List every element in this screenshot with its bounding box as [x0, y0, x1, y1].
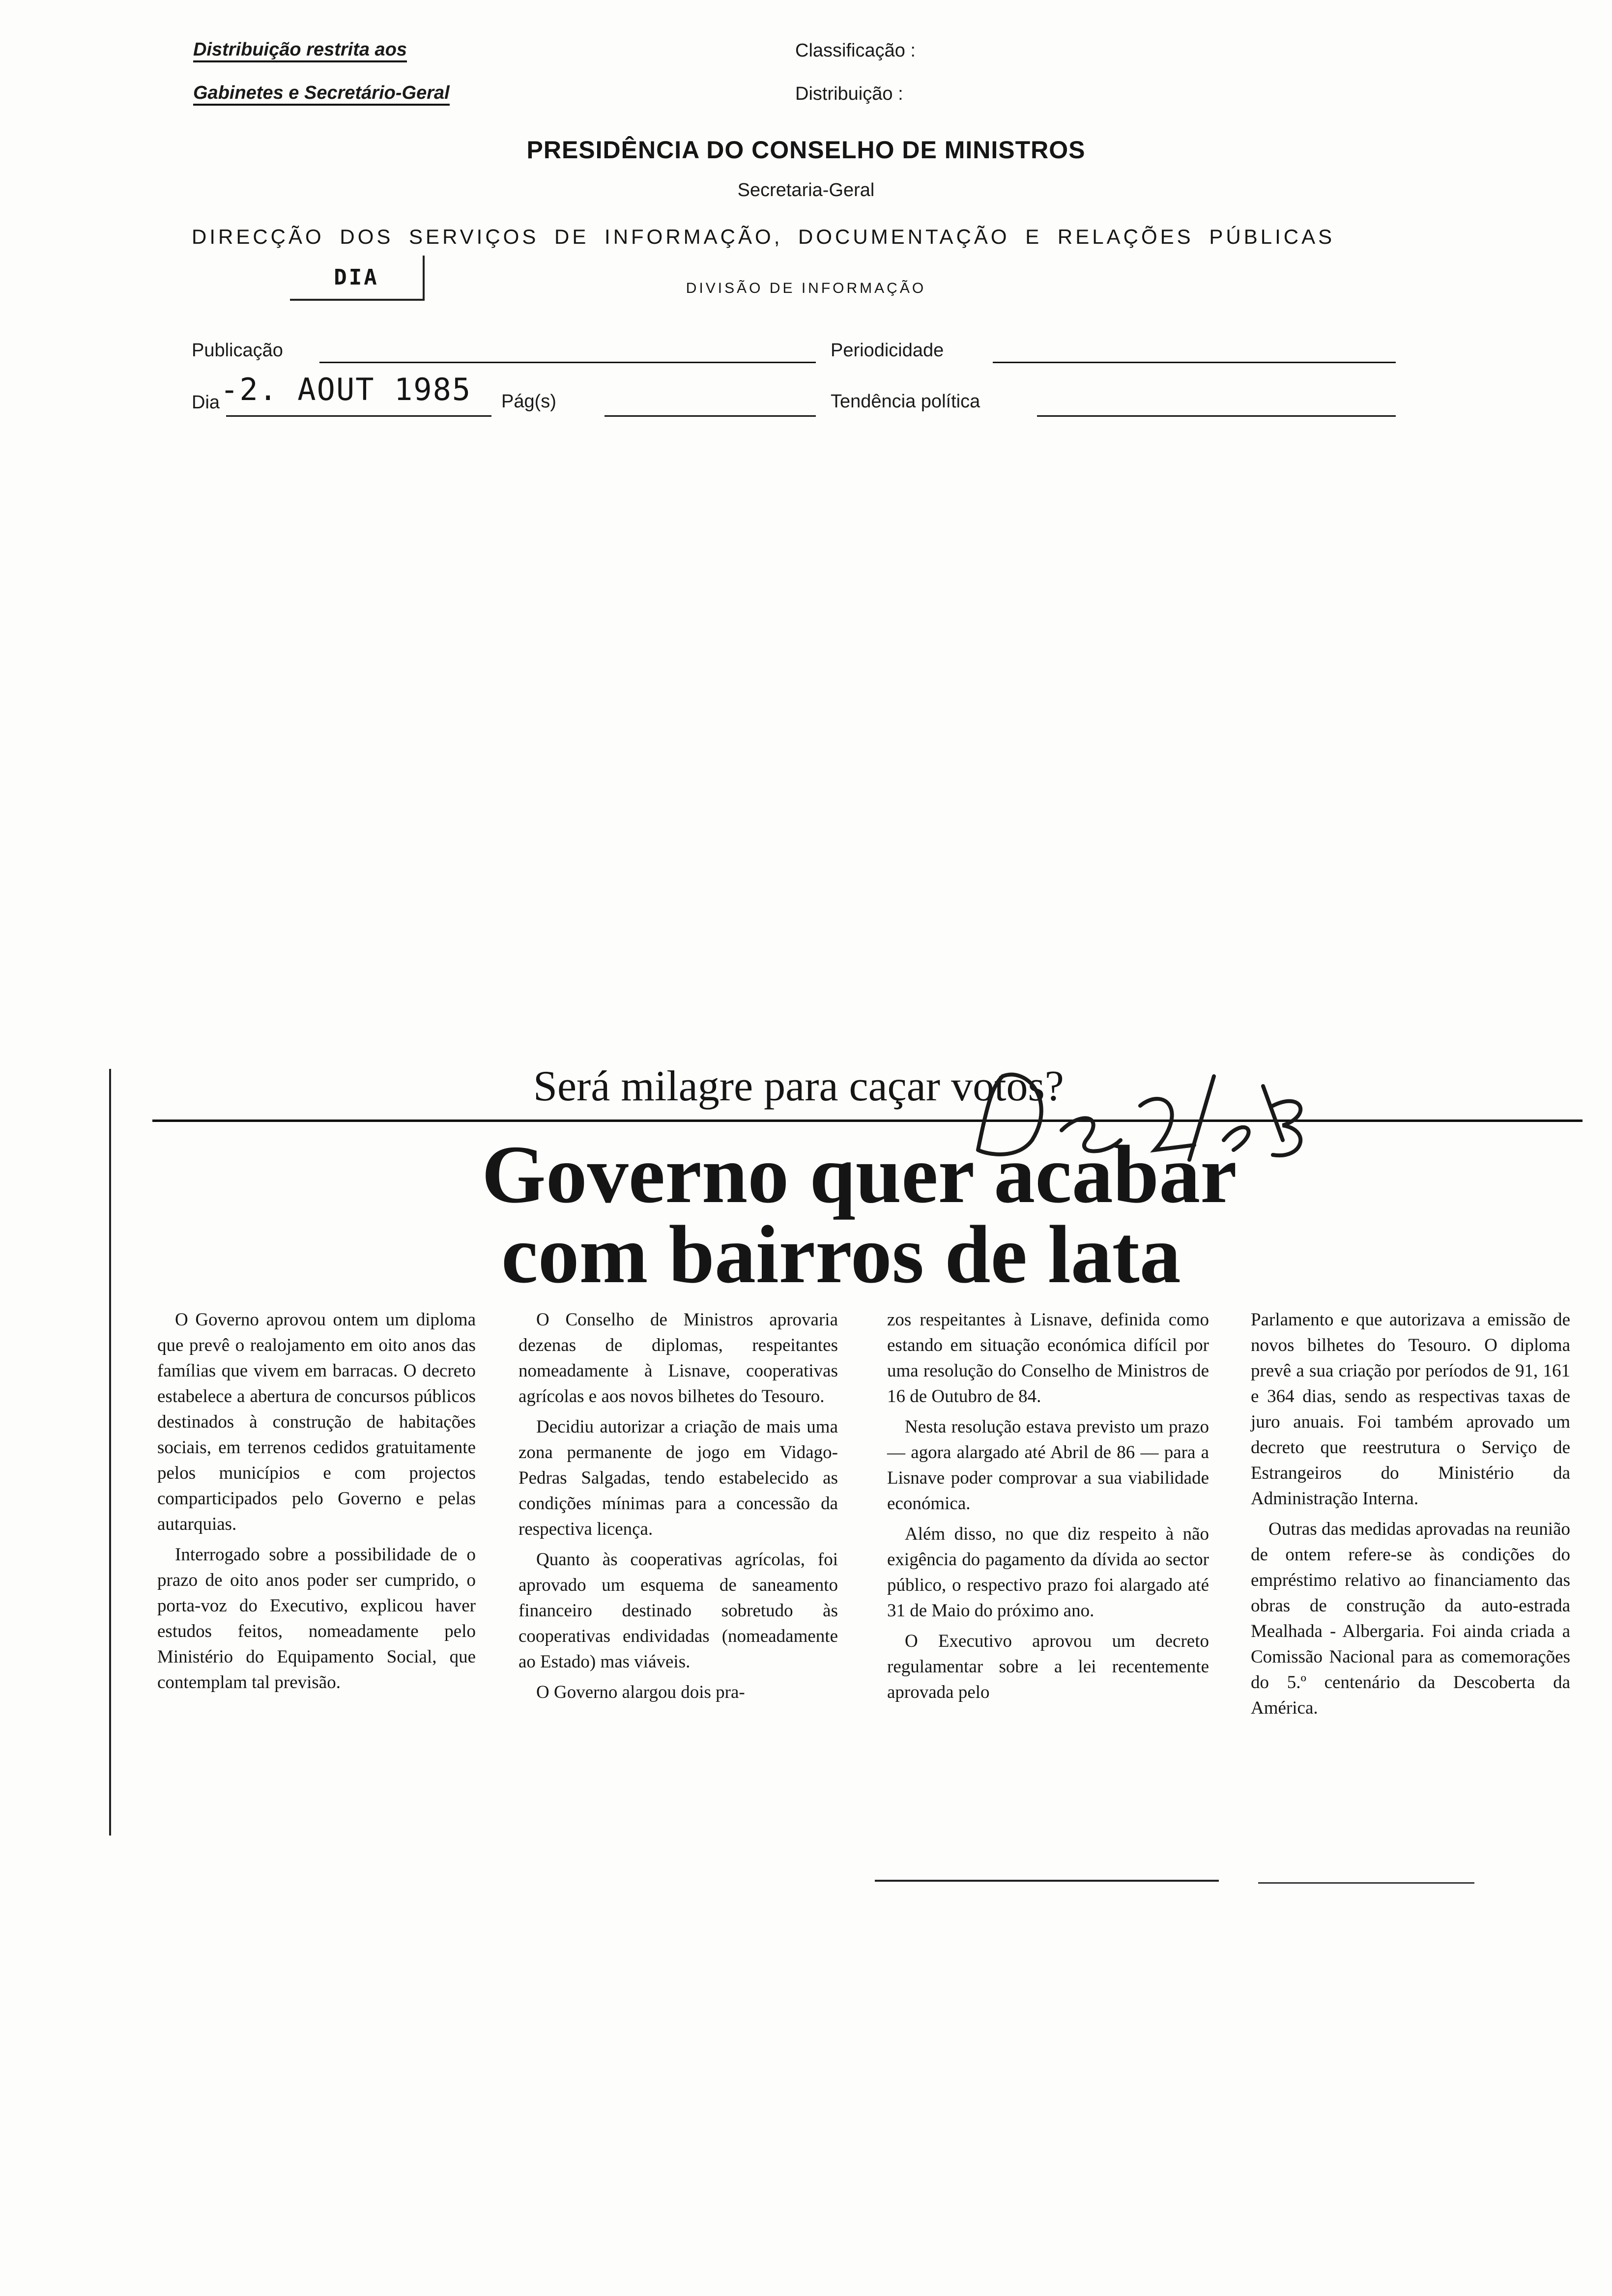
classificacao-label: Classificação : — [795, 40, 916, 61]
organization-subtitle: Secretaria-Geral — [737, 180, 875, 201]
dia-blank — [226, 415, 491, 417]
left-margin-line — [109, 1069, 111, 1836]
restricted-distribution-line2: Gabinetes e Secretário-Geral — [193, 83, 450, 106]
handwritten-note — [958, 1057, 1312, 1170]
restricted-distribution-line1: Distribuição restrita aos — [193, 39, 407, 62]
article-paragraph: O Conselho de Ministros aprovaria dezenas de diplomas, respeitantes nomeadamente à Lisnave, cooperativas agrícolas e aos novos bilhetes do Tesouro. — [518, 1310, 838, 1406]
article-paragraph: Parlamento e que autorizava a emissão de novos bilhetes do Tesouro. O diploma prevê a sua criação por períodos de 91, 161 e 364 dias, sendo as respectivas taxas de juro anuais. Foi também aprovado um decreto que reestrutura o Serviço de Estrangeiros do Ministério da Administração Interna. — [1251, 1310, 1570, 1509]
article-paragraph: Interrogado sobre a possibilidade de o prazo de oito anos poder ser cumprido, o porta-voz do Executivo, explicou haver estudos feitos, nomeadamente pelo Ministério do Equipamento Social, que contemplam tal previsão. — [157, 1545, 476, 1693]
article-column-3 — [887, 1307, 1209, 1710]
bottom-rule-center — [875, 1880, 1219, 1882]
periodicidade-blank — [993, 362, 1396, 363]
article-paragraph: Quanto às cooperativas agrícolas, foi aprovado um esquema de saneamento financeiro destinado sobretudo às cooperativas endividadas (nomeadamente ao Estado) mas viáveis. — [518, 1550, 838, 1672]
article-paragraph: O Executivo aprovou um decreto regulamentar sobre a lei recentemente aprovada pelo — [887, 1631, 1209, 1702]
article-paragraph: O Governo aprovou ontem um diploma que prevê o realojamento em oito anos das famílias que vivem em barracas. O decreto estabelece a abertura de concursos públicos destinados à construção de habitações sociais, em terrenos cedidos gratuitamente pelos municípios e com projectos comparticipados pelo Governo e pelas autarquias. — [157, 1310, 476, 1534]
publicacao-label: Publicação — [192, 340, 283, 361]
bottom-rule-right — [1258, 1882, 1474, 1884]
tendencia-label: Tendência política — [831, 391, 980, 412]
publicacao-blank — [319, 362, 816, 363]
article-column-4 — [1251, 1307, 1570, 1726]
date-stamp: -2. AOUT 1985 — [220, 372, 472, 407]
article-paragraph: Nesta resolução estava previsto um prazo — agora alargado até Abril de 86 — para a Lisnave poder comprovar a sua viabilidade económica. — [887, 1417, 1209, 1514]
division-title: DIVISÃO DE INFORMAÇÃO — [686, 280, 926, 296]
article-paragraph: O Governo alargou dois pra- — [536, 1682, 745, 1702]
article-kicker: Será milagre para caçar votos? — [533, 1062, 1064, 1110]
article-paragraph: Além disso, no que diz respeito à não exigência do pagamento da dívida ao sector público, o respectivo prazo foi alargado até 31 de Maio do próximo ano. — [887, 1524, 1209, 1621]
dia-stamp: DIA — [290, 256, 425, 301]
article-column-2 — [518, 1307, 838, 1710]
pags-label: Pág(s) — [501, 391, 556, 412]
kicker-rule — [152, 1119, 1583, 1122]
periodicidade-label: Periodicidade — [831, 340, 944, 361]
distribuicao-label: Distribuição : — [795, 84, 903, 104]
article-paragraph: zos respeitantes à Lisnave, definida como estando em situação económica difícil por uma resolução do Conselho de Ministros de 16 de Outubro de 84. — [887, 1310, 1209, 1406]
article-paragraph: Outras das medidas aprovadas na reunião de ontem refere-se às condições do empréstimo relativo ao financiamento das obras de construção da auto-estrada Mealhada - Albergaria. Foi ainda criada a Comissão Nacional para as comemorações do 5.º centenário da Descoberta da América. — [1251, 1519, 1570, 1718]
direction-title: DIRECÇÃO DOS SERVIÇOS DE INFORMAÇÃO, DOCUMENTAÇÃO E RELAÇÕES PÚBLICAS — [192, 225, 1335, 248]
tendencia-blank — [1037, 415, 1396, 417]
dia-label: Dia — [192, 392, 220, 413]
article-column-1 — [157, 1307, 476, 1700]
article-paragraph: Decidiu autorizar a criação de mais uma zona permanente de jogo em Vidago-Pedras Salgadas, tendo estabelecido as condições mínimas para a concessão da respectiva licença. — [518, 1417, 838, 1539]
headline-line1: Governo quer acabar — [482, 1129, 1237, 1220]
organization-title: PRESIDÊNCIA DO CONSELHO DE MINISTROS — [526, 136, 1086, 164]
pags-blank — [604, 415, 816, 417]
headline-line2: com bairros de lata — [501, 1209, 1181, 1300]
